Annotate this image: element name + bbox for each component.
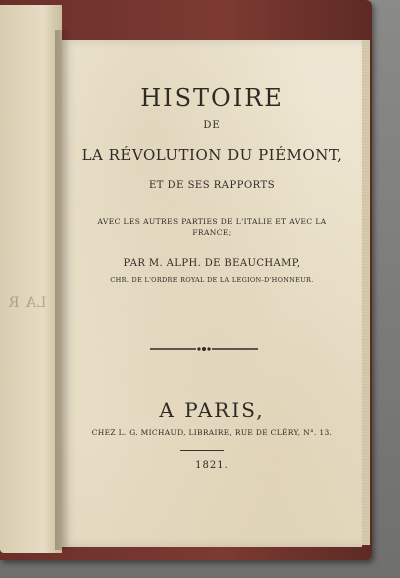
left-page-show-through-text: LA R xyxy=(8,295,47,311)
publication-year: 1821. xyxy=(195,460,229,471)
author-line: PAR M. ALPH. DE BEAUCHAMP, xyxy=(123,258,301,269)
publisher-line: CHEZ L. G. MICHAUD, LIBRAIRE, RUE DE CLÉRY, N°. 13. xyxy=(91,428,333,437)
subtitle-detail: AVEC LES AUTRES PARTIES DE L'ITALIE ET AVEC LA FRANCE; xyxy=(97,217,327,237)
publication-city: A PARIS, xyxy=(159,398,265,422)
book-title: HISTOIRE xyxy=(140,84,284,112)
title-de: DE xyxy=(203,120,221,131)
ornament-rule-icon xyxy=(148,345,260,353)
left-page xyxy=(0,5,62,553)
book-gutter-shadow xyxy=(55,30,69,550)
book-subtitle: LA RÉVOLUTION DU PIÉMONT, xyxy=(81,146,343,164)
subtitle-continuation: ET DE SES RAPPORTS xyxy=(148,180,276,191)
title-page xyxy=(62,40,362,547)
author-distinction: CHR. DE L'ORDRE ROYAL DE LA LEGION-D'HONNEUR. xyxy=(110,276,314,284)
year-rule xyxy=(180,450,224,451)
